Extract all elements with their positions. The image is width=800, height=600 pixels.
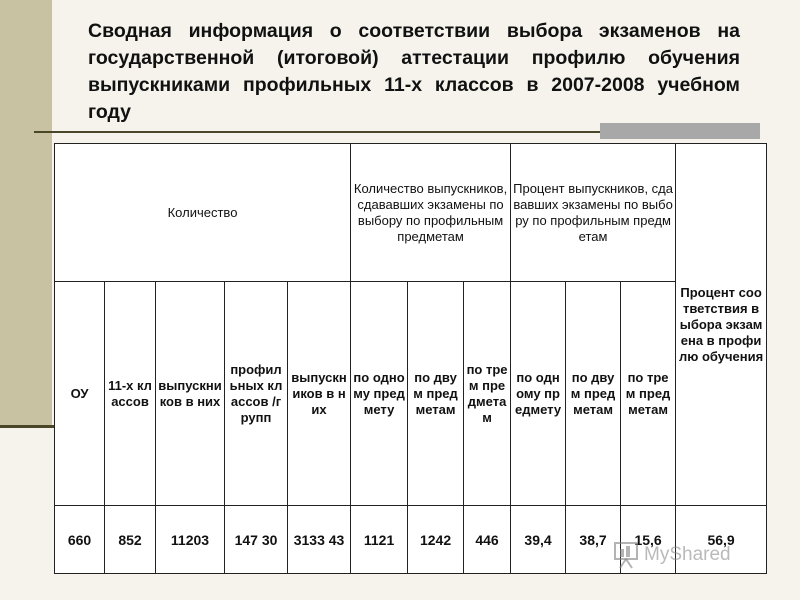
table-header-row bbox=[55, 144, 767, 282]
subheader-graduates: выпускников в них bbox=[156, 282, 225, 506]
slide-title: Сводная информация о соответствии выбора экзаменов на государственной (итоговой) аттестации профилю обучения выпускниками профильных 11-х классов в 2007-2008 учебном году bbox=[88, 20, 740, 123]
title-underline-rule bbox=[34, 131, 600, 133]
subheader-count-two-subjects: по двум предметам bbox=[408, 282, 464, 506]
cell-count-two-subjects: 1242 bbox=[408, 506, 464, 574]
decorative-left-rule bbox=[0, 425, 54, 428]
cell-graduates: 11203 bbox=[156, 506, 225, 574]
cell-pct-one-subject: 39,4 bbox=[511, 506, 566, 574]
cell-classes-11: 852 bbox=[105, 506, 156, 574]
cell-profile-match-percent: 56,9 bbox=[676, 506, 767, 574]
cell-ou: 660 bbox=[55, 506, 105, 574]
subheader-count-three-subjects: по трем предметам bbox=[464, 282, 511, 506]
cell-count-one-subject: 1121 bbox=[351, 506, 408, 574]
subheader-pct-two-subjects: по двум предметам bbox=[566, 282, 621, 506]
decorative-left-band bbox=[0, 0, 52, 425]
table-subheader-row bbox=[55, 282, 767, 506]
presentation-board-icon bbox=[612, 540, 640, 570]
subheader-profile-classes: профильных классов /групп bbox=[225, 282, 288, 506]
subheader-pct-three-subjects: по трем предметам bbox=[621, 282, 676, 506]
subheader-pct-one-subject: по одному предмету bbox=[511, 282, 566, 506]
header-quantity: Количество bbox=[55, 144, 351, 282]
cell-profile-classes: 147 30 bbox=[225, 506, 288, 574]
header-profile-match-percent: Процент соответствия выбора экзамена в профилю обучения bbox=[676, 144, 767, 506]
header-graduates-count: Количество выпускников, сдававших экзамены по выбору по профильным предметам bbox=[351, 144, 511, 282]
cell-pct-two-subjects: 38,7 bbox=[566, 506, 621, 574]
cell-count-three-subjects: 446 bbox=[464, 506, 511, 574]
watermark-text: MyShared bbox=[644, 544, 731, 565]
cell-pct-three-subjects: 15,6 bbox=[621, 506, 676, 574]
cell-profile-graduates: 3133 43 bbox=[288, 506, 351, 574]
watermark bbox=[612, 536, 782, 576]
subheader-profile-graduates: выпускников в них bbox=[288, 282, 351, 506]
summary-table bbox=[54, 143, 767, 574]
subheader-count-one-subject: по одному предмету bbox=[351, 282, 408, 506]
subheader-ou: ОУ bbox=[55, 282, 105, 506]
header-graduates-percent: Процент выпускников, сдававших экзамены по выбору по профильным предметам bbox=[511, 144, 676, 282]
subheader-classes-11: 11-х классов bbox=[105, 282, 156, 506]
